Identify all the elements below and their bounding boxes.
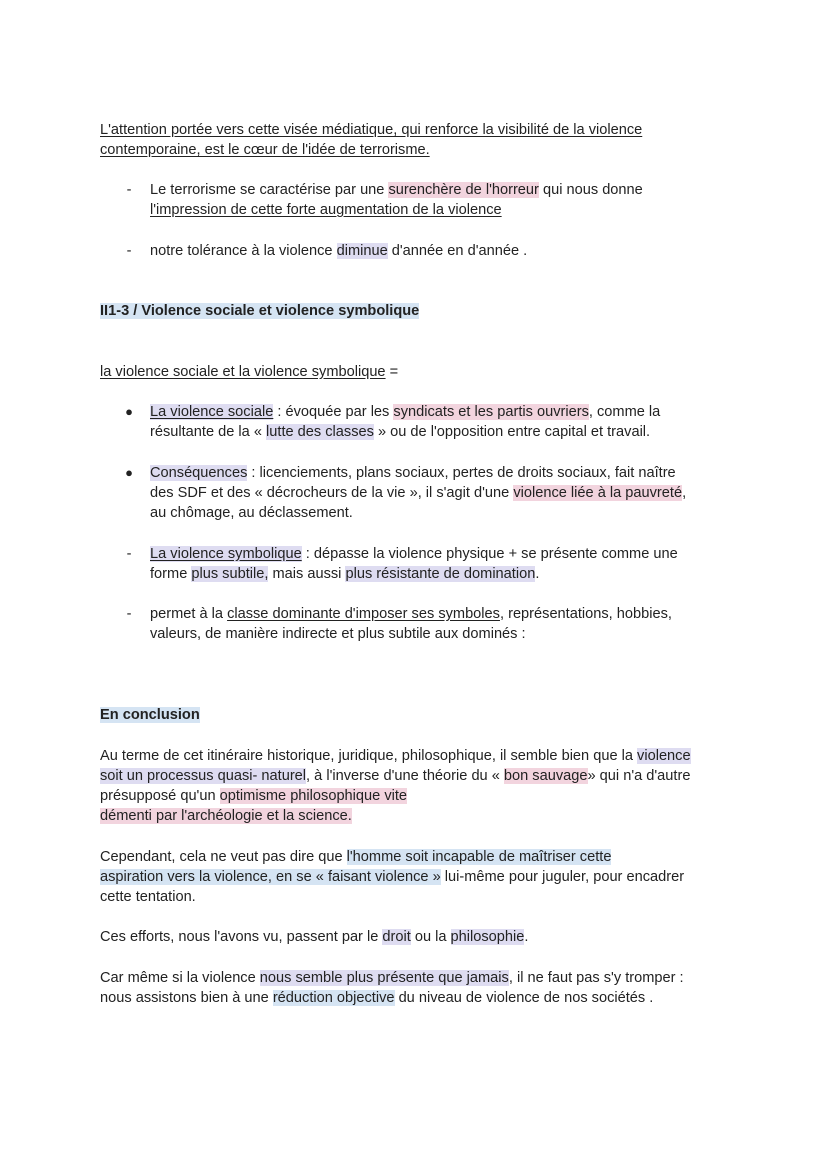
- list-item-social-violence-line-2: [150, 422, 750, 442]
- text-run: Au terme de cet itinéraire historique, juridique, philosophique, il semble bien que la: [100, 748, 638, 764]
- highlight: droit: [382, 929, 411, 945]
- text-run: des SDF et des « décrocheurs de la vie », il s'agit d'une: [150, 485, 514, 501]
- section-heading: [100, 301, 740, 321]
- text-run: nous assistons bien à une: [100, 990, 273, 1006]
- text-run: notre tolérance à la violence: [150, 243, 337, 259]
- text-run: Cependant, cela ne veut pas dire que: [100, 849, 347, 865]
- list-item-consequences: [150, 463, 750, 483]
- list-item-symbolic-violence-line-2: [150, 564, 750, 584]
- text-run: , il ne faut pas s'y tromper :: [508, 970, 684, 986]
- highlight: l'homme soit incapable de maîtriser cette: [346, 849, 612, 865]
- text-run: ou la: [410, 929, 451, 945]
- text-run: mais aussi: [268, 566, 346, 582]
- text-run: : évoquée par les: [273, 404, 394, 420]
- highlight: violence liée à la pauvreté: [513, 485, 683, 501]
- conclusion-p1-line-2: [100, 766, 740, 786]
- term: La violence sociale: [150, 404, 274, 420]
- dash-marker: -: [126, 243, 132, 259]
- highlight: violence: [637, 748, 691, 764]
- text-run: qui nous donne: [538, 182, 643, 198]
- highlight: plus résistante de domination: [345, 566, 536, 582]
- text-run: , à l'inverse d'une théorie du «: [306, 768, 504, 784]
- highlight: optimisme philosophique vite: [219, 788, 408, 804]
- conclusion-p1-line-1: [100, 746, 740, 766]
- conclusion-p2-line-1: [100, 847, 740, 867]
- definition-line: [100, 362, 740, 382]
- text-run: forme: [150, 566, 192, 582]
- text-run: Ces efforts, nous l'avons vu, passent par le: [100, 929, 383, 945]
- text-run: , représentations, hobbies,: [499, 606, 672, 622]
- list-item-terrorism-line-2: l'impression de cette forte augmentation de la violence: [150, 202, 502, 218]
- heading-text: II1-3 / Violence sociale et violence symbolique: [100, 303, 420, 319]
- dash-marker: -: [126, 606, 132, 622]
- text-run: résultante de la «: [150, 424, 267, 440]
- text-run: » ou de l'opposition entre capital et travail.: [373, 424, 651, 440]
- text-run: d'année en d'année .: [387, 243, 528, 259]
- text-run: : dépasse la violence physique + se présente comme une: [301, 546, 678, 562]
- text-run: Car même si la violence: [100, 970, 260, 986]
- text-run: lui-même pour juguler, pour encadrer: [440, 869, 685, 885]
- list-item-social-violence: [150, 402, 750, 422]
- conclusion-p4-line-1: [100, 968, 740, 988]
- term: La violence symbolique: [150, 546, 302, 562]
- list-item-symbolic-violence: [150, 544, 750, 564]
- list-item-tolerance: [150, 241, 750, 261]
- text-run: » qui n'a d'autre: [587, 768, 691, 784]
- text-run: : licenciements, plans sociaux, pertes de droits sociaux, fait naître: [247, 465, 676, 481]
- highlight: démenti par l'archéologie et la science.: [100, 808, 352, 824]
- list-item-consequences-line-2: [150, 483, 750, 503]
- conclusion-p3: [100, 927, 740, 947]
- term: Conséquences: [150, 465, 248, 481]
- underlined-phrase: classe dominante d'imposer ses symboles: [227, 606, 500, 622]
- list-item-dominant-class-line-2: valeurs, de manière indirecte et plus subtile aux dominés :: [150, 626, 526, 642]
- intro-line-2: contemporaine, est le cœur de l'idée de terrorisme.: [100, 142, 430, 158]
- dash-marker: -: [126, 546, 132, 562]
- list-item-consequences-line-3: au chômage, au déclassement.: [150, 505, 353, 521]
- bullet-marker: ●: [125, 465, 133, 480]
- highlight: réduction objective: [272, 990, 395, 1006]
- conclusion-p2-line-3: cette tentation.: [100, 889, 196, 905]
- conclusion-p2-line-2: [100, 867, 740, 887]
- highlight: lutte des classes: [266, 424, 374, 440]
- list-item-dominant-class: [150, 604, 750, 624]
- text-run: permet à la: [150, 606, 228, 622]
- dash-marker: -: [126, 182, 132, 198]
- highlight: soit un processus quasi- naturel: [100, 768, 307, 784]
- highlight: bon sauvage: [503, 768, 588, 784]
- highlight: diminue: [336, 243, 388, 259]
- text-run: Le terrorisme se caractérise par une: [150, 182, 389, 198]
- text-run: présupposé qu'un: [100, 788, 220, 804]
- intro-line-1: L'attention portée vers cette visée médiatique, qui renforce la visibilité de la violence: [100, 122, 643, 138]
- text-run: =: [385, 364, 399, 380]
- text-run: , comme la: [588, 404, 661, 420]
- text-run: ,: [682, 485, 687, 501]
- highlight: plus subtile,: [191, 566, 269, 582]
- conclusion-p1-line-4: [100, 806, 740, 826]
- highlight: philosophie: [450, 929, 525, 945]
- highlight: nous semble plus présente que jamais: [259, 970, 509, 986]
- highlight: aspiration vers la violence, en se « faisant violence »: [100, 869, 441, 885]
- highlight: syndicats et les partis ouvriers: [393, 404, 589, 420]
- text-run: .: [535, 566, 540, 582]
- definition-term: la violence sociale et la violence symbolique: [100, 364, 386, 380]
- list-item-terrorism: [150, 180, 750, 200]
- text-run: du niveau de violence de nos sociétés .: [394, 990, 654, 1006]
- conclusion-p4-line-2: [100, 988, 740, 1008]
- bullet-marker: ●: [125, 404, 133, 419]
- text-run: .: [524, 929, 529, 945]
- conclusion-heading: [100, 705, 740, 725]
- conclusion-p1-line-3: [100, 786, 740, 806]
- highlight: surenchère de l'horreur: [388, 182, 539, 198]
- heading-text: En conclusion: [100, 707, 200, 723]
